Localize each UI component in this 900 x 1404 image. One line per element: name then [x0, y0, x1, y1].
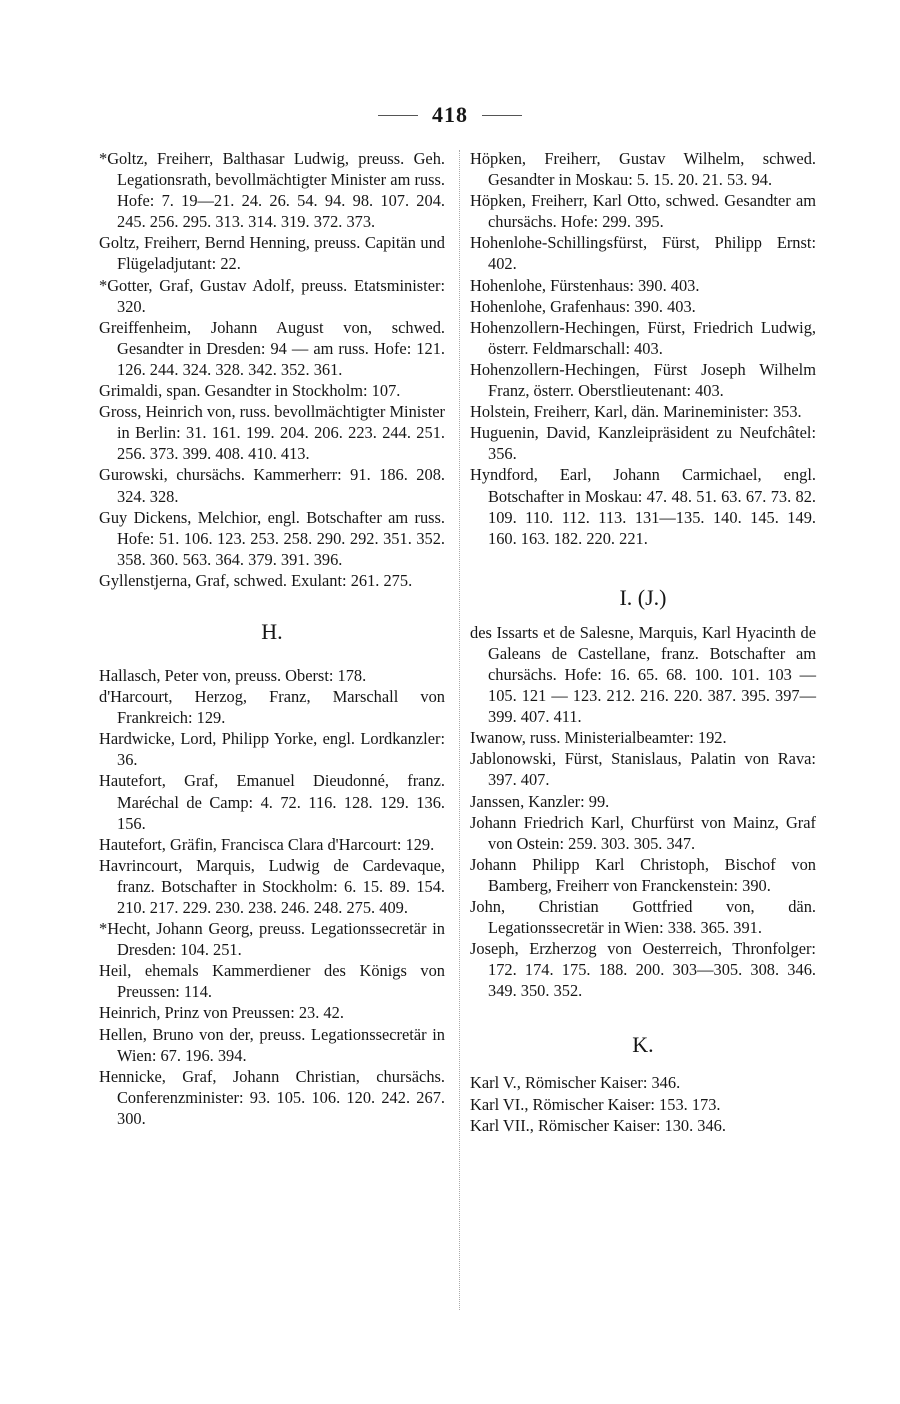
- index-entry: Hallasch, Peter von, preuss. Oberst: 178.: [99, 665, 367, 685]
- index-entry: Johann Friedrich Karl, Churfürst von Mainz, Graf von Ostein: 259. 303. 305. 347.: [470, 812, 816, 853]
- index-entry: Karl VII., Römischer Kaiser: 130. 346.: [470, 1115, 726, 1135]
- index-entry: *Hecht, Johann Georg, preuss. Legationssecretär in Dresden: 104. 251.: [99, 919, 445, 960]
- g-entries: [99, 148, 445, 591]
- i-entries: [470, 622, 816, 1002]
- index-entry: Hohenzollern-Hechingen, Fürst, Friedrich Ludwig, österr. Feldmarschall: 403.: [470, 317, 816, 358]
- index-entry: Janssen, Kanzler: 99.: [470, 791, 610, 811]
- index-entry: Karl V., Römischer Kaiser: 346.: [470, 1073, 681, 1093]
- index-entry: Hohenzollern-Hechingen, Fürst Joseph Wilhelm Franz, österr. Oberstlieutenant: 403.: [470, 359, 816, 401]
- index-entry: Holstein, Freiherr, Karl, dän. Marineminister: 353.: [470, 402, 802, 422]
- index-entry: Hennicke, Graf, Johann Christian, chursächs. Conferenzminister: 93. 105. 106. 120. 242. 267. 300.: [99, 1066, 445, 1128]
- index-entry: Heil, ehemals Kammerdiener des Königs von Preussen: 114.: [99, 961, 445, 1002]
- index-entry: Gurowski, chursächs. Kammerherr: 91. 186. 208. 324. 328.: [99, 465, 445, 506]
- page-number: 418: [432, 102, 468, 127]
- index-entry: d'Harcourt, Herzog, Franz, Marschall von Frankreich: 129.: [99, 687, 445, 728]
- column-divider: [459, 150, 460, 1310]
- index-entry: Heinrich, Prinz von Preussen: 23. 42.: [99, 1003, 344, 1023]
- index-entry: Iwanow, russ. Ministerialbeamter: 192.: [470, 728, 727, 748]
- index-entry: Goltz, Freiherr, Bernd Henning, preuss. Capitän und Flügeladjutant: 22.: [99, 233, 445, 274]
- index-entry: Karl VI., Römischer Kaiser: 153. 173.: [470, 1094, 721, 1114]
- index-entry: Hohenlohe, Grafenhaus: 390. 403.: [470, 296, 696, 316]
- index-entry: Höpken, Freiherr, Karl Otto, schwed. Gesandter am chursächs. Hofe: 299. 395.: [470, 191, 816, 232]
- index-entry: Jablonowski, Fürst, Stanislaus, Palatin von Rava: 397. 407.: [470, 749, 816, 790]
- header-rule-left: [378, 115, 418, 116]
- h-entries: [99, 665, 445, 1129]
- k-entries: [470, 1072, 816, 1135]
- index-entry: Huguenin, David, Kanzleipräsident zu Neufchâtel: 356.: [470, 423, 816, 464]
- index-entry: Hautefort, Gräfin, Francisca Clara d'Harcourt: 129.: [99, 834, 435, 854]
- index-entry: *Gotter, Graf, Gustav Adolf, preuss. Etatsminister: 320.: [99, 275, 445, 316]
- index-entry: *Goltz, Freiherr, Balthasar Ludwig, preuss. Geh. Legationsrath, bevollmächtigter Minister am russ. Hofe: 7. 19—21. 24. 26. 54. 94. 98. 107. 204. 245. 256. 295. 313. 314. 319. 372. 373.: [99, 149, 445, 232]
- index-entry: John, Christian Gottfried von, dän. Legationssecretär in Wien: 338. 365. 391.: [470, 897, 816, 938]
- header-rule-right: [482, 115, 522, 116]
- index-entry: Hautefort, Graf, Emanuel Dieudonné, franz. Maréchal de Camp: 4. 72. 116. 128. 129. 136. 156.: [99, 771, 445, 833]
- left-column: [99, 148, 445, 1129]
- index-entry: Havrincourt, Marquis, Ludwig de Cardevaque, franz. Botschafter in Stockholm: 6. 15. 89. 154. 210. 217. 229. 230. 238. 246. 248. 275. 409.: [99, 855, 445, 917]
- index-entry: Grimaldi, span. Gesandter in Stockholm: 107.: [99, 381, 401, 401]
- index-entry: Johann Philipp Karl Christoph, Bischof von Bamberg, Freiherr von Franckenstein: 390.: [470, 854, 816, 895]
- section-heading-h: H.: [261, 618, 283, 644]
- index-entry: Gyllenstjerna, Graf, schwed. Exulant: 261. 275.: [99, 570, 413, 590]
- index-entry: Hyndford, Earl, Johann Carmichael, engl. Botschafter in Moskau: 47. 48. 51. 63. 67. 73. 82. 109. 110. 112. 113. 131—135. 140. 145. 149. 160. 163. 182. 220. 221.: [470, 465, 816, 548]
- index-entry: Hardwicke, Lord, Philipp Yorke, engl. Lordkanzler: 36.: [99, 729, 445, 770]
- index-entry: Joseph, Erzherzog von Oesterreich, Thronfolger: 172. 174. 175. 188. 200. 303—305. 308. 346. 349. 350. 352.: [470, 939, 816, 1001]
- index-entry: Guy Dickens, Melchior, engl. Botschafter am russ. Hofe: 51. 106. 123. 253. 258. 290. 292. 351. 352. 358. 360. 563. 364. 379. 391. 396.: [99, 507, 445, 569]
- index-entry: Hohenlohe-Schillingsfürst, Fürst, Philipp Ernst: 402.: [470, 233, 816, 274]
- right-column: [470, 148, 816, 1136]
- section-heading-i: I. (J.): [619, 584, 667, 610]
- index-entry: Hellen, Bruno von der, preuss. Legationssecretär in Wien: 67. 196. 394.: [99, 1024, 445, 1065]
- index-entry: des Issarts et de Salesne, Marquis, Karl Hyacinth de Galeans de Castellane, franz. Botschafter am chursächs. Hofe: 16. 65. 68. 100. 101. 103 — 105. 121 — 123. 212. 216. 220. 387. 395. 397—399. 407. 411.: [470, 622, 816, 727]
- section-heading-k: K.: [632, 1032, 654, 1058]
- index-entry: Greiffenheim, Johann August von, schwed. Gesandter in Dresden: 94 — am russ. Hofe: 121. 126. 244. 324. 328. 342. 352. 361.: [99, 317, 445, 379]
- h-entries-continued: [470, 148, 816, 549]
- index-entry: Gross, Heinrich von, russ. bevollmächtigter Minister in Berlin: 31. 161. 199. 204. 206. 223. 244. 251. 256. 373. 399. 408. 410. 413.: [99, 402, 445, 464]
- index-entry: Hohenlohe, Fürstenhaus: 390. 403.: [470, 275, 700, 295]
- page-header: [0, 100, 900, 130]
- index-entry: Höpken, Freiherr, Gustav Wilhelm, schwed. Gesandter in Moskau: 5. 15. 20. 21. 53. 94.: [470, 149, 816, 190]
